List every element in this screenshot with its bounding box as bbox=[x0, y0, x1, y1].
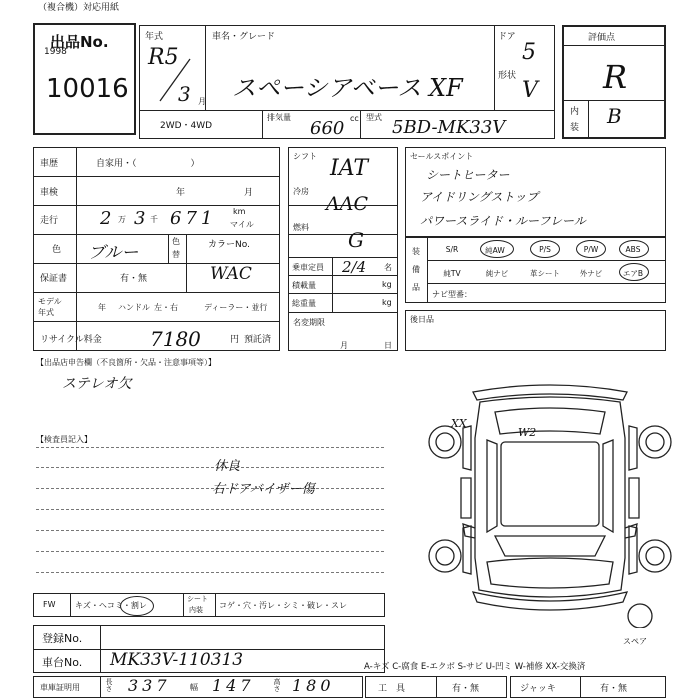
rc-month-unit: 月 bbox=[340, 341, 348, 350]
model-year-label-2: 年式 bbox=[38, 308, 54, 317]
sales-points-label: セールスポイント bbox=[410, 152, 474, 161]
mileage-label: 走行 bbox=[40, 216, 59, 226]
inspection-year-unit: 年 bbox=[176, 188, 186, 198]
inspector-label: 【検査員記入】 bbox=[36, 435, 92, 444]
color-value: ブルー bbox=[88, 243, 139, 263]
width-label: 幅 bbox=[190, 683, 198, 692]
recycle-unit: 円 bbox=[230, 335, 240, 345]
color-no-value: WAC bbox=[210, 264, 252, 284]
score-value: R bbox=[603, 58, 628, 96]
jack-options: 有・無 bbox=[600, 684, 628, 694]
fw-label: FW bbox=[43, 600, 56, 609]
weight-label: 総重量 bbox=[292, 299, 316, 308]
inspection-month-unit: 月 bbox=[244, 188, 254, 198]
later-items-box bbox=[405, 310, 666, 351]
year-slash bbox=[150, 55, 200, 105]
model-label: 型式 bbox=[366, 113, 382, 122]
capacity-unit: 名 bbox=[384, 263, 392, 272]
model-year-unit: 年 bbox=[98, 303, 106, 312]
equip-aftermarket-navi: 外ナビ bbox=[579, 269, 603, 278]
inspection-label: 車検 bbox=[40, 188, 59, 198]
equip-alloy-wheel: 純AW bbox=[485, 246, 505, 255]
history-label: 車歴 bbox=[40, 159, 59, 169]
lot-label: 出品No. bbox=[50, 33, 109, 51]
interior-label-2: 装 bbox=[570, 123, 580, 133]
height-label: 高さ bbox=[273, 678, 281, 692]
shift-label: シフト bbox=[293, 152, 317, 161]
tools-options: 有・無 bbox=[452, 684, 480, 694]
circle-abs bbox=[619, 240, 649, 258]
inspector-note-2: 右ドアバイザー傷 bbox=[212, 482, 315, 497]
chassis-value: MK33V-110313 bbox=[110, 650, 244, 670]
seller-notes-label: 【出品店申告欄（不良箇所・欠品・注意事項等）】 bbox=[36, 358, 216, 367]
diagram-mark-w2: W2 bbox=[518, 426, 537, 439]
shape-value: V bbox=[522, 78, 538, 103]
height-value: 180 bbox=[292, 676, 335, 695]
seat-label-1: シート bbox=[187, 595, 208, 603]
navi-model-label: ナビ型番： bbox=[432, 290, 472, 299]
vehicle-name: スペーシアベース XF bbox=[232, 74, 463, 102]
equip-power-window: P/W bbox=[583, 245, 599, 254]
warranty-label: 保証書 bbox=[40, 274, 68, 284]
spare-label: スペア bbox=[623, 637, 647, 646]
mileage-mile-unit: マイル bbox=[230, 220, 254, 229]
load-unit: kg bbox=[382, 280, 392, 289]
registration-change-label: 名変期限 bbox=[293, 318, 325, 327]
register-label: 登録No. bbox=[42, 632, 83, 645]
equipment-label-1: 装 bbox=[412, 247, 420, 256]
sales-point-3: パワースライド・ルーフレール bbox=[420, 214, 586, 228]
tools-label: 工 具 bbox=[378, 684, 406, 694]
recycle-status: 預託済 bbox=[244, 335, 272, 345]
length-label: 長さ bbox=[105, 678, 113, 692]
rc-day-unit: 日 bbox=[384, 341, 392, 350]
equip-tv: 純TV bbox=[443, 269, 461, 278]
model-value: 5BD-MK33V bbox=[392, 117, 506, 138]
circle-power-steering bbox=[530, 240, 560, 258]
model-year-label-1: モデル bbox=[38, 297, 62, 306]
year-label: 年式 bbox=[145, 32, 164, 42]
color-no-label: カラーNo. bbox=[208, 240, 250, 250]
equip-airbag: エアB bbox=[622, 269, 644, 278]
drive-label: 2WD・4WD bbox=[160, 121, 213, 131]
fw-options: キズ・ヘコミ・割レ bbox=[75, 601, 147, 610]
displacement-value: 660 bbox=[310, 118, 345, 139]
recycle-value: 7180 bbox=[150, 327, 201, 351]
seller-notes-text: ステレオ欠 bbox=[62, 376, 132, 392]
capacity-label: 乗車定員 bbox=[292, 263, 324, 272]
lot-year: 1998 bbox=[44, 47, 67, 57]
cert-label: 車庫証明用 bbox=[40, 683, 80, 692]
equip-power-steering: P/S bbox=[539, 245, 551, 254]
load-label: 積載量 bbox=[292, 281, 316, 290]
year-month: 3 bbox=[178, 82, 191, 106]
warranty-options: 有・無 bbox=[120, 274, 148, 284]
mileage-sen-value: 3 bbox=[134, 208, 146, 229]
sales-point-2: アイドリングストップ bbox=[420, 190, 539, 204]
dealer-label: ディーラー・並行 bbox=[204, 303, 268, 312]
mileage-man-value: 2 bbox=[100, 208, 112, 229]
circle-power-window bbox=[576, 240, 606, 258]
year-month-unit: 月 bbox=[198, 97, 206, 106]
fuel-value: G bbox=[348, 228, 364, 252]
door-count: 5 bbox=[522, 40, 536, 65]
mileage-km-unit: km bbox=[233, 207, 246, 216]
color-change-1: 色 bbox=[172, 237, 180, 246]
diagram-mark-xx: XX bbox=[451, 417, 467, 430]
car-diagram bbox=[425, 378, 675, 628]
circle-fw-ware bbox=[120, 596, 154, 616]
fuel-label: 燃料 bbox=[293, 223, 309, 232]
door-label: ドア bbox=[498, 32, 516, 42]
name-label: 車名・グレード bbox=[212, 32, 276, 42]
circle-airbag bbox=[619, 263, 649, 281]
sales-point-1: シートヒーター bbox=[426, 168, 510, 182]
interior-score: B bbox=[607, 104, 622, 128]
equip-abs: ABS bbox=[625, 245, 641, 254]
equip-leather: 革シート bbox=[530, 269, 560, 278]
recycle-label: リサイクル料金 bbox=[40, 335, 102, 345]
equipment-label-2: 備 bbox=[412, 265, 420, 274]
equipment-label-3: 品 bbox=[412, 283, 420, 292]
year-era: R5 bbox=[148, 45, 179, 70]
displacement-unit: cc bbox=[350, 114, 359, 123]
displacement-label: 排気量 bbox=[267, 113, 291, 122]
form-header-label: （複合機）対応用紙 bbox=[38, 3, 120, 13]
shape-label: 形状 bbox=[498, 71, 517, 81]
damage-legend: A-キズ C-腐食 E-エクボ S-サビ U-凹ミ W-補修 XX-交換済 bbox=[364, 662, 586, 672]
weight-unit: kg bbox=[382, 298, 392, 307]
handle-label: ハンドル bbox=[118, 303, 150, 312]
equip-sunroof: S/R bbox=[445, 245, 459, 254]
equip-navi: 純ナビ bbox=[485, 269, 509, 278]
inspector-note-1: 休良 bbox=[214, 459, 241, 474]
length-value: 337 bbox=[128, 676, 171, 695]
ac-value: AAC bbox=[326, 193, 368, 215]
color-change-2: 替 bbox=[172, 250, 180, 259]
score-label: 評価点 bbox=[588, 33, 616, 43]
later-items-label: 後日品 bbox=[410, 315, 434, 324]
mileage-rest-value: 671 bbox=[170, 208, 217, 229]
seat-label-2: 内装 bbox=[189, 606, 203, 614]
width-value: 147 bbox=[212, 676, 255, 695]
ac-label: 冷房 bbox=[293, 187, 309, 196]
handle-options: 左・右 bbox=[154, 303, 178, 312]
capacity-value: 2/4 bbox=[342, 258, 367, 276]
shift-value: IAT bbox=[330, 156, 369, 181]
interior-label-1: 内 bbox=[570, 107, 580, 117]
history-options: 自家用・（ ） bbox=[96, 159, 200, 169]
chassis-label: 車台No. bbox=[42, 656, 83, 669]
seat-options: コゲ・穴・汚レ・シミ・破レ・スレ bbox=[219, 601, 347, 610]
circle-alloy-wheel bbox=[480, 240, 514, 258]
lot-number: 10016 bbox=[46, 74, 129, 104]
color-label: 色 bbox=[52, 245, 62, 255]
mileage-man-unit: 万 bbox=[118, 215, 126, 224]
mileage-sen-unit: 千 bbox=[150, 215, 158, 224]
jack-label: ジャッキ bbox=[520, 684, 556, 694]
